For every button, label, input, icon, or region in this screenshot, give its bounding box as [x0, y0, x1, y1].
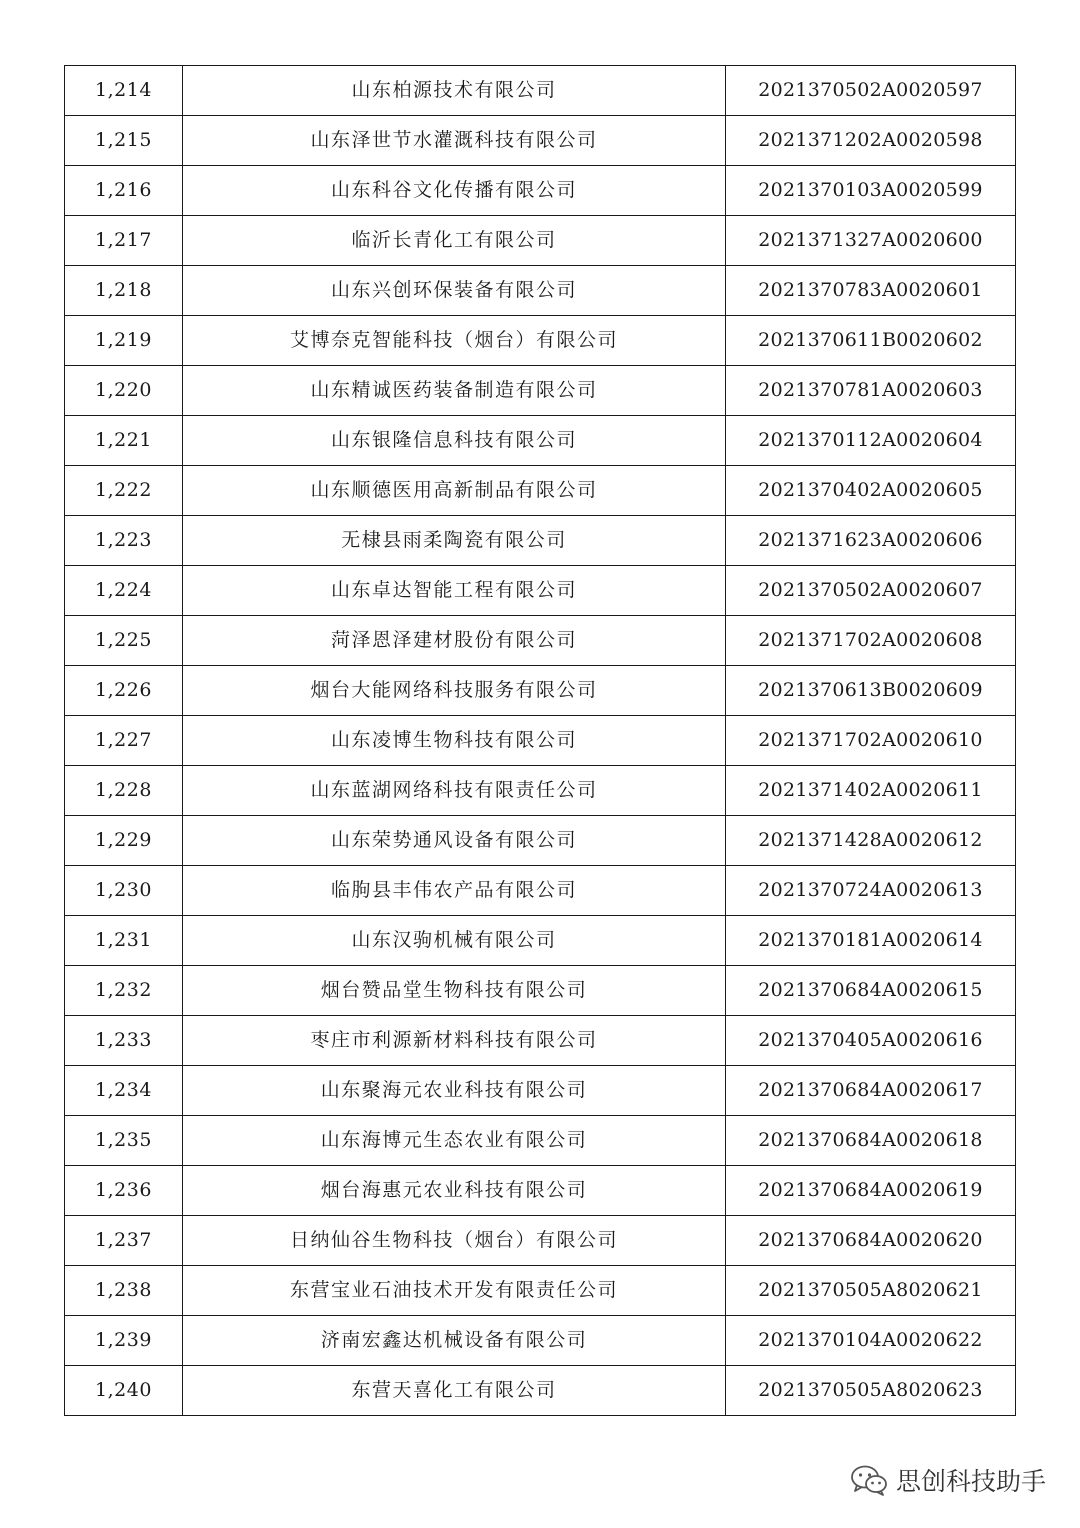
company-name: 日纳仙谷生物科技（烟台）有限公司	[183, 1216, 726, 1266]
company-name: 艾博奈克智能科技（烟台）有限公司	[183, 316, 726, 366]
registration-code: 2021370181A0020614	[726, 916, 1016, 966]
company-name: 烟台大能网络科技服务有限公司	[183, 666, 726, 716]
company-name: 山东兴创环保装备有限公司	[183, 266, 726, 316]
wechat-icon	[850, 1464, 888, 1496]
registration-code: 2021370684A0020615	[726, 966, 1016, 1016]
table-row	[65, 516, 1016, 566]
company-table-body	[65, 66, 1016, 1416]
registration-code: 2021371202A0020598	[726, 116, 1016, 166]
row-number: 1,230	[65, 866, 183, 916]
table-row	[65, 1216, 1016, 1266]
row-number: 1,235	[65, 1116, 183, 1166]
table-row	[65, 566, 1016, 616]
table-row	[65, 166, 1016, 216]
table-row	[65, 666, 1016, 716]
company-name: 山东银隆信息科技有限公司	[183, 416, 726, 466]
table-row	[65, 316, 1016, 366]
row-number: 1,218	[65, 266, 183, 316]
registration-code: 2021370724A0020613	[726, 866, 1016, 916]
table-row	[65, 466, 1016, 516]
row-number: 1,232	[65, 966, 183, 1016]
watermark-text: 思创科技助手	[895, 1467, 1046, 1496]
company-name: 山东荣势通风设备有限公司	[183, 816, 726, 866]
table-row	[65, 616, 1016, 666]
registration-code: 2021371402A0020611	[726, 766, 1016, 816]
registration-code: 2021370405A0020616	[726, 1016, 1016, 1066]
registration-code: 2021370505A8020621	[726, 1266, 1016, 1316]
row-number: 1,233	[65, 1016, 183, 1066]
registration-code: 2021371702A0020608	[726, 616, 1016, 666]
table-row	[65, 866, 1016, 916]
table-row	[65, 1016, 1016, 1066]
company-name: 烟台海惠元农业科技有限公司	[183, 1166, 726, 1216]
table-row	[65, 816, 1016, 866]
registration-code: 2021370103A0020599	[726, 166, 1016, 216]
registration-code: 2021370684A0020619	[726, 1166, 1016, 1216]
registration-code: 2021370502A0020607	[726, 566, 1016, 616]
table-row	[65, 1366, 1016, 1416]
registration-code: 2021370611B0020602	[726, 316, 1016, 366]
company-name: 山东泽世节水灌溉科技有限公司	[183, 116, 726, 166]
row-number: 1,216	[65, 166, 183, 216]
registration-code: 2021370684A0020618	[726, 1116, 1016, 1166]
row-number: 1,219	[65, 316, 183, 366]
row-number: 1,220	[65, 366, 183, 416]
company-name: 山东卓达智能工程有限公司	[183, 566, 726, 616]
row-number: 1,227	[65, 716, 183, 766]
table-row	[65, 366, 1016, 416]
registration-code: 2021370684A0020617	[726, 1066, 1016, 1116]
registration-code: 2021370684A0020620	[726, 1216, 1016, 1266]
company-name: 枣庄市利源新材料科技有限公司	[183, 1016, 726, 1066]
company-name: 山东凌博生物科技有限公司	[183, 716, 726, 766]
company-name: 山东聚海元农业科技有限公司	[183, 1066, 726, 1116]
row-number: 1,228	[65, 766, 183, 816]
company-name: 济南宏鑫达机械设备有限公司	[183, 1316, 726, 1366]
table-row	[65, 216, 1016, 266]
table-row	[65, 766, 1016, 816]
table-row	[65, 266, 1016, 316]
row-number: 1,240	[65, 1366, 183, 1416]
row-number: 1,225	[65, 616, 183, 666]
company-name: 山东汉驹机械有限公司	[183, 916, 726, 966]
row-number: 1,234	[65, 1066, 183, 1116]
row-number: 1,215	[65, 116, 183, 166]
table-row	[65, 66, 1016, 116]
table-row	[65, 1066, 1016, 1116]
row-number: 1,217	[65, 216, 183, 266]
company-name: 临朐县丰伟农产品有限公司	[183, 866, 726, 916]
row-number: 1,224	[65, 566, 183, 616]
table-row	[65, 966, 1016, 1016]
table-row	[65, 716, 1016, 766]
registration-code: 2021370402A0020605	[726, 466, 1016, 516]
row-number: 1,226	[65, 666, 183, 716]
registration-code: 2021371702A0020610	[726, 716, 1016, 766]
company-name: 山东顺德医用高新制品有限公司	[183, 466, 726, 516]
company-name: 临沂长青化工有限公司	[183, 216, 726, 266]
registration-code: 2021370502A0020597	[726, 66, 1016, 116]
registration-code: 2021370783A0020601	[726, 266, 1016, 316]
registration-code: 2021371428A0020612	[726, 816, 1016, 866]
row-number: 1,237	[65, 1216, 183, 1266]
registration-code: 2021370505A8020623	[726, 1366, 1016, 1416]
row-number: 1,239	[65, 1316, 183, 1366]
registration-code: 2021370781A0020603	[726, 366, 1016, 416]
row-number: 1,223	[65, 516, 183, 566]
table-row	[65, 1316, 1016, 1366]
row-number: 1,238	[65, 1266, 183, 1316]
registration-code: 2021370613B0020609	[726, 666, 1016, 716]
company-name: 山东海博元生态农业有限公司	[183, 1116, 726, 1166]
row-number: 1,236	[65, 1166, 183, 1216]
registration-code: 2021371623A0020606	[726, 516, 1016, 566]
row-number: 1,221	[65, 416, 183, 466]
account-watermark	[850, 1460, 1046, 1500]
table-row	[65, 416, 1016, 466]
table-row	[65, 1266, 1016, 1316]
registration-code: 2021370112A0020604	[726, 416, 1016, 466]
company-name: 无棣县雨柔陶瓷有限公司	[183, 516, 726, 566]
table-row	[65, 1116, 1016, 1166]
company-name: 烟台赞品堂生物科技有限公司	[183, 966, 726, 1016]
row-number: 1,229	[65, 816, 183, 866]
company-name: 山东精诚医药装备制造有限公司	[183, 366, 726, 416]
row-number: 1,222	[65, 466, 183, 516]
company-name: 东营宝业石油技术开发有限责任公司	[183, 1266, 726, 1316]
registration-code: 2021371327A0020600	[726, 216, 1016, 266]
company-name: 山东科谷文化传播有限公司	[183, 166, 726, 216]
table-row	[65, 1166, 1016, 1216]
table-row	[65, 116, 1016, 166]
row-number: 1,231	[65, 916, 183, 966]
company-name: 东营天喜化工有限公司	[183, 1366, 726, 1416]
table-row	[65, 916, 1016, 966]
company-name: 山东柏源技术有限公司	[183, 66, 726, 116]
company-name: 山东蓝湖网络科技有限责任公司	[183, 766, 726, 816]
company-table	[64, 65, 1016, 1416]
company-name: 菏泽恩泽建材股份有限公司	[183, 616, 726, 666]
row-number: 1,214	[65, 66, 183, 116]
registration-code: 2021370104A0020622	[726, 1316, 1016, 1366]
